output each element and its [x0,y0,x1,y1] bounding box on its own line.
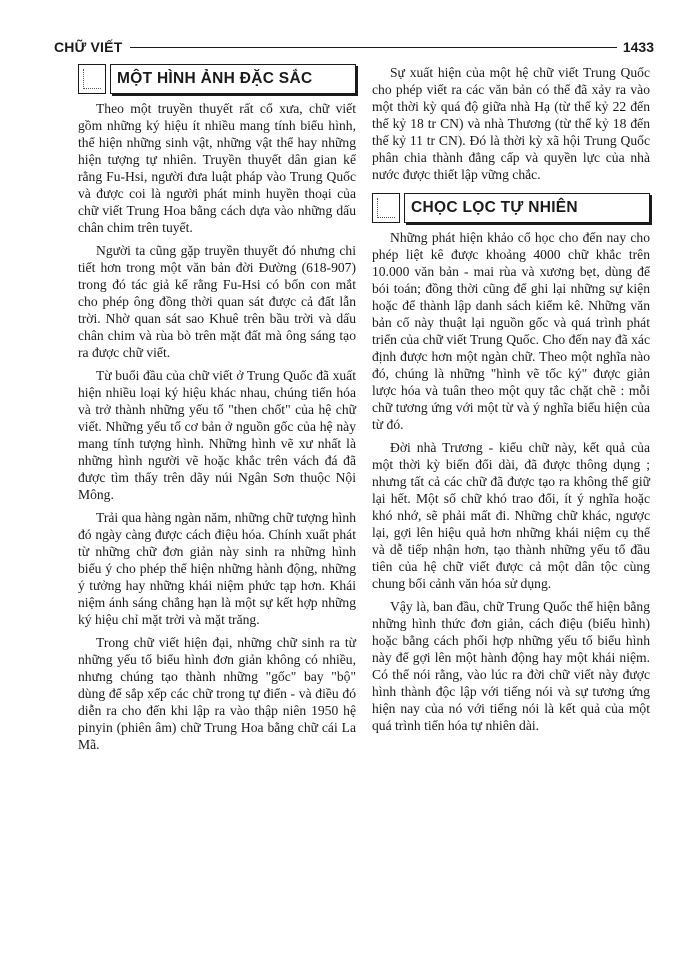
page-number: 1433 [622,39,654,55]
title-bar [110,64,356,94]
paragraph: Vậy là, ban đầu, chữ Trung Quốc thể hiện bằng những hình thức đơn giản, cách điệu (biểu hình) hoặc bằng cách phối hợp những yếu tố biểu hình này để gợi lên một hành động hay một khái niệm. Có thể nói rằng, vào lúc ra đời chữ viết này được hình thành độc lập với tiếng nói và sự tương ứng hiện nay của nó với tiếng nói là kết quả của một quá trình tiến hóa tự nhiên dài. [372,599,650,733]
section-title-box [78,64,356,94]
left-column [78,64,356,759]
section-title: CHỌC LỌC TỰ NHIÊN [411,199,578,216]
section-title-box [372,193,650,223]
paragraph: Người ta cũng gặp truyền thuyết đó nhưng chi tiết hơn trong một văn bản đời Đường (618-907) trong đó tác giả kể rằng Fu-Hsi có bốn con mắt cho phép ông đồng thời quan sát được cả đất lẫn trời. Nhờ quan sát sao Khuê trên bầu trời và dấu chân chim và rùa bò trên mặt đất mà ông sáng tạo ra được chữ viết. [78,243,356,360]
paragraph: Từ buổi đầu của chữ viết ở Trung Quốc đã xuất hiện nhiều loại ký hiệu khác nhau, chúng tiến hóa và trở thành những yếu tố "then chốt" của hệ chữ viết. Những yếu tố cơ bản ở nguồn gốc của hệ này mang tính tượng hình. Những hình vẽ xư nhất là những hình người vẽ hoặc khắc trên vách đá đã được tìm thấy trên dãy núi Ngân Sơn thuộc Nội Mông. [78,368,356,502]
paragraph: Trong chữ viết hiện đại, những chữ sinh ra từ những yếu tố biểu hình đơn giản không có nhiều, nhưng chúng tạo thành những "gốc" bay "bộ" dùng để sắp xếp các chữ trong tự điển - và điều đó diễn ra cho đến khi lập ra vào thập niên 1950 hệ pinyin (phiên âm) chữ Trung Hoa bằng chữ cái La Mã. [78,635,356,752]
title-ornament-icon [372,193,400,223]
paragraph: Những phát hiện khảo cổ học cho đến nay cho phép liệt kê được khoảng 4000 chữ khắc trên 10.000 văn bản - mai rùa và xương bẹt, dùng để bói toán; đồng thời cũng để ghi lại những sự kiện hoặc để thành lập danh sách kiểm kê. Những văn bản cổ này thuật lại nguồn gốc và quá trình phát triển của chữ viết Trung Quốc. Cho đến nay đã xác định được hơn một ngàn chữ. Theo một nghĩa nào đó, chúng là những "hình vẽ tốc ký" được giản lược hóa và tuân theo một quy tắc chặt chẽ : mỗi chữ tương ứng với một từ và ý nghĩa biểu hiện của từ đó. [372,230,650,432]
paragraph: Theo một truyền thuyết rất cổ xưa, chữ viết gồm những ký hiệu ít nhiều mang tính biểu hình, thể hiện những sinh vật, những vật thể hay những hiện tượng tự nhiên. Truyền thuyết dân gian kể rằng Fu-Hsi, người đưa luật pháp vào Trung Quốc và được coi là người phát minh huyền thoại của chữ viết Trung Hoa bằng cách dựa vào những dấu chân chim trên tuyết. [78,101,356,235]
title-bar [404,193,650,223]
section-name: CHỮ VIẾT [54,39,123,55]
paragraph: Đời nhà Trương - kiểu chữ này, kết quả của một thời kỳ biến đổi dài, đã được thông dụng ; nhưng tất cả các chữ đã được tạo ra không thể giữ lại hết. Một số chữ khó trao đổi, ít ý nghĩa hoặc khó nhớ, sẽ phải mất đi. Những chữ khác, ngược lại, gợi lên hiệu quả hơn những khái niệm cụ thể và dễ tiếp nhận hơn, tạo thành những yếu tố đầu tiên của hệ chữ viết được cả một dân tộc cùng chung bối cảnh văn hóa sử dụng. [372,440,650,591]
right-column [372,64,650,740]
section-title: MỘT HÌNH ẢNH ĐẶC SẮC [117,70,313,87]
running-header [54,36,654,58]
paragraph: Trải qua hàng ngàn năm, những chữ tượng hình đó ngày càng được cách điệu hóa. Chính xuất phát từ những chữ đơn giản này sinh ra những hình biểu ý cho phép thể hiện những hành động, những ý tưởng hay những khái niệm phức tạp hơn. Khái niệm ánh sáng chẳng hạn là một sự kết hợp những ký hiệu chỉ mặt trời và mặt trăng. [78,510,356,627]
paragraph: Sự xuất hiện của một hệ chữ viết Trung Quốc cho phép viết ra các văn bản có thể đã xảy ra vào một thời kỳ quá độ giữa nhà Hạ (từ thế kỷ 22 đến thế kỷ 18 tr CN) và nhà Thương (từ thế kỷ 18 đến thế kỷ 11 tr CN). Đó là thời kỳ xã hội Trung Quốc phân chia thành đẳng cấp và quyền lực của nhà nước được thiết lập vững chắc. [372,65,650,182]
title-ornament-icon [78,64,106,94]
header-rule [130,47,616,48]
